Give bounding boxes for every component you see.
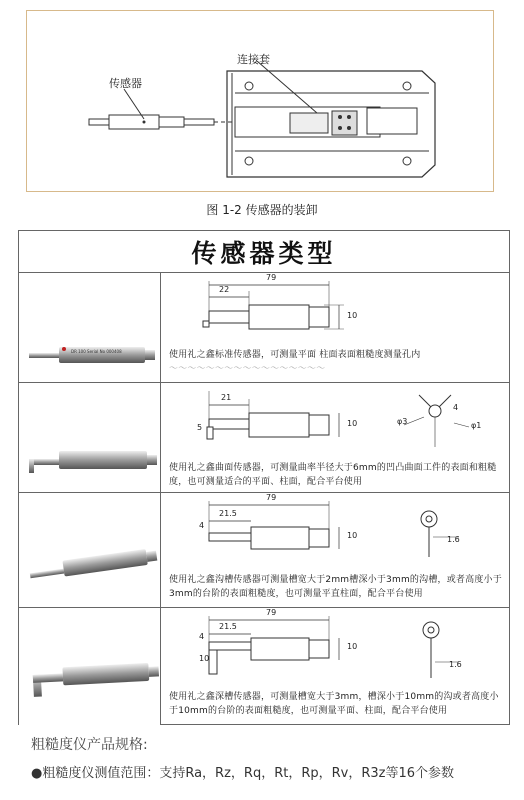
standard-probe-image — [19, 273, 161, 383]
curved-probe-image — [19, 383, 161, 493]
table-row — [19, 608, 509, 725]
dim-head: 22 — [219, 285, 230, 294]
dim-side: 4 — [199, 632, 205, 641]
sensor-label: 传感器 — [109, 77, 142, 90]
probe-serial: DR 100 Serial No 000408 — [71, 349, 122, 354]
groove-sensor-photo — [19, 493, 161, 607]
deep-groove-probe-image — [19, 608, 161, 725]
dim-height: 10 — [347, 531, 358, 540]
dim-side: 4 — [199, 521, 205, 530]
groove-sensor-description: 使用礼之鑫沟槽传感器可测量槽宽大于2mm槽深小于3mm的沟槽，或者高度小于3mm的台阶的表面粗糙度，也可测量平直柱面，配合平台使用 — [169, 575, 502, 599]
dim-height: 10 — [347, 311, 358, 320]
deep-groove-sensor-photo — [19, 608, 161, 725]
curved-sensor-drawing — [169, 387, 509, 461]
assembly-drawing — [27, 11, 495, 193]
dim-head: 21 — [221, 393, 232, 402]
dim-side2: 10 — [199, 654, 210, 663]
dim-tip: 1.6 — [449, 660, 462, 669]
groove-probe-image — [19, 493, 161, 608]
dim-d1: φ3 — [397, 417, 408, 426]
dim-head: 21.5 — [219, 509, 237, 518]
standard-sensor-description-cont: ～～～～～～～～～～～～～～～～～ — [169, 364, 326, 374]
table-row — [19, 383, 509, 493]
dim-total: 79 — [266, 608, 277, 617]
dim-head: 21.5 — [219, 622, 237, 631]
connector-label: 连接套 — [237, 53, 270, 66]
table-row — [19, 273, 509, 383]
dim-height: 10 — [347, 642, 358, 651]
dim-total: 79 — [266, 493, 277, 502]
dim-d2: φ1 — [471, 421, 482, 430]
table-title-row — [19, 231, 509, 273]
specs-range-line: ●粗糙度仪测值范围：支持Ra，Rz，Rq，Rt，Rp，Rv，R3z等16个参数 — [31, 766, 455, 781]
sensor-assembly-diagram — [26, 10, 494, 192]
dim-total: 79 — [266, 273, 277, 282]
deep-groove-sensor-description: 使用礼之鑫深槽传感器，可测量槽宽大于3mm，槽深小于10mm的沟或者高度小于10mm的台阶的表面粗糙度，也可测量平面、柱面，配合平台使用 — [169, 692, 499, 716]
dim-height: 10 — [347, 419, 358, 428]
sensor-types-table — [18, 230, 510, 725]
dim-side: 5 — [197, 423, 203, 432]
standard-sensor-photo — [19, 273, 161, 382]
curved-sensor-photo — [19, 383, 161, 492]
figure-caption: 图 1-2 传感器的装卸 — [206, 203, 318, 217]
dim-tip: 1.6 — [447, 535, 460, 544]
standard-sensor-description: 使用礼之鑫标准传感器，可测量平面 柱面表面粗糙度测量孔内 — [169, 350, 421, 360]
dim-angle: 4 — [453, 403, 459, 412]
table-row — [19, 493, 509, 608]
curved-sensor-description: 使用礼之鑫曲面传感器，可测量曲率半径大于6mm的凹凸曲面工件的表面和粗糙度，也可测量适合的平面、柱面，配合平台使用 — [169, 463, 497, 487]
specs-heading: 粗糙度仪产品规格: — [31, 737, 148, 753]
table-title: 传感器类型 — [191, 238, 337, 268]
